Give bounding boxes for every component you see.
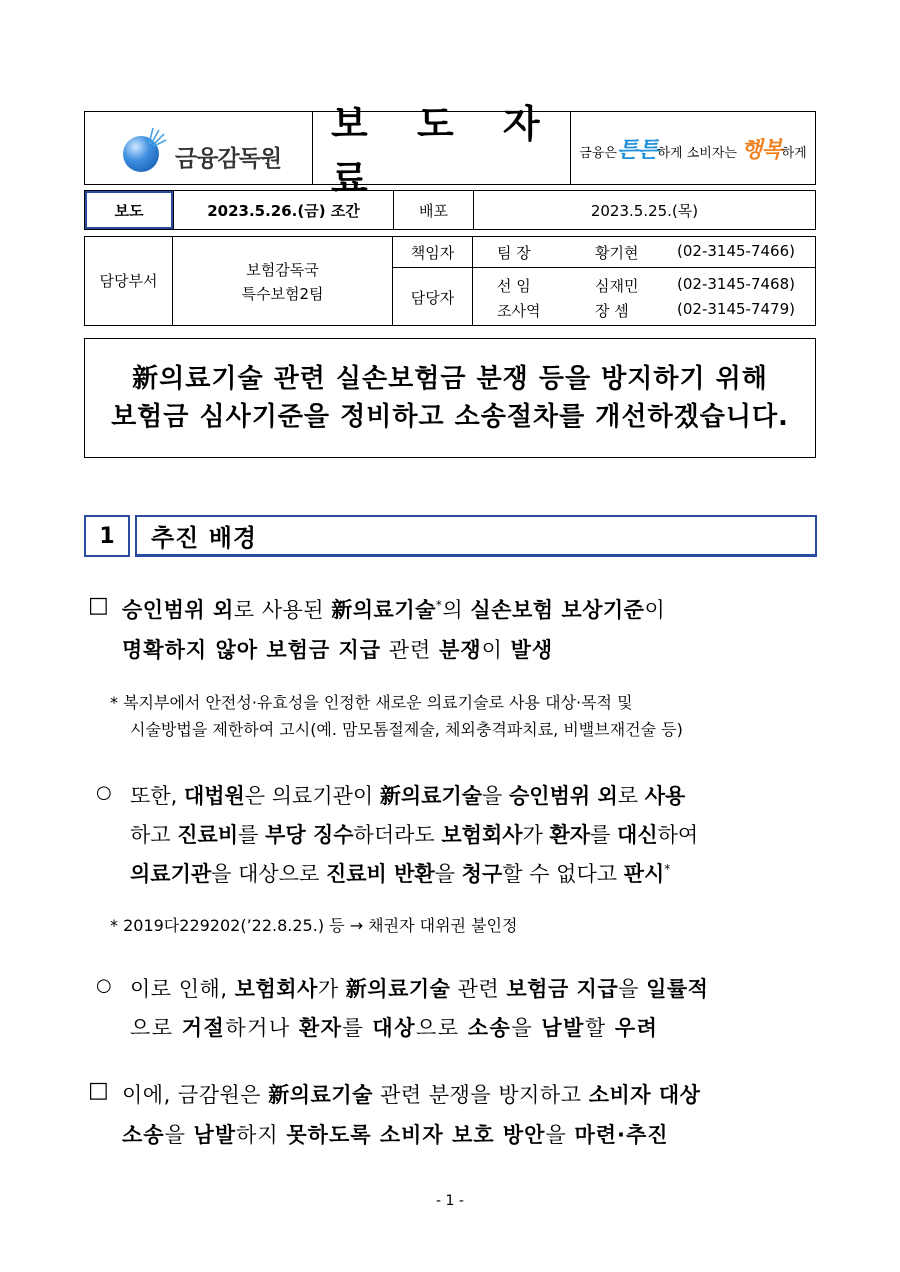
checkbox-bullet-icon: □	[88, 593, 109, 618]
section-number: 1	[84, 515, 130, 557]
paragraph-line: 이에, 금감원은 新의료기술 관련 분쟁을 방지하고 소비자 대상	[122, 1083, 701, 1107]
logo-rays-icon	[145, 126, 167, 148]
release-date-cell	[173, 191, 393, 229]
contact-phone: (02-3145-7466)	[677, 242, 795, 260]
contact-name: 황기현	[595, 244, 639, 262]
staff-label: 담당자	[410, 289, 455, 307]
distribution-date: 2023.5.25.(목)	[590, 201, 699, 220]
slogan-word1: 튼튼	[616, 137, 658, 163]
contact-title: 팀 장	[497, 244, 531, 262]
section-title: 추진 배경	[135, 515, 817, 557]
headline-line-2: 보험금 심사기준을 정비하고 소송절차를 개선하겠습니다.	[111, 402, 789, 432]
contact-title: 선 임	[497, 277, 531, 295]
contact-name: 심재민	[595, 277, 639, 295]
distribution-label-cell	[393, 191, 473, 229]
team-name: 특수보험2팀	[241, 285, 324, 303]
circle-bullet-icon: ○	[96, 782, 112, 803]
footnote-line: * 복지부에서 안전성·유효성을 인정한 새로운 의료기술로 사용 대상·목적 및	[110, 693, 633, 712]
paragraph-line: 또한, 대법원은 의료기관이 新의료기술을 승인범위 외로 사용	[130, 784, 686, 808]
manager-label: 책임자	[410, 244, 455, 262]
checkbox-bullet-icon: □	[88, 1078, 109, 1103]
slogan-part1: 금융은	[579, 145, 617, 161]
logo-cell	[85, 112, 313, 184]
release-label-cell	[85, 191, 173, 229]
slogan-part3: 하게	[781, 145, 807, 161]
contact-name: 장 셈	[595, 302, 629, 320]
dept-name: 보험감독국	[246, 261, 319, 279]
paragraph-line: 소송을 남발하지 못하도록 소비자 보호 방안을 마련·추진	[122, 1123, 669, 1147]
org-name: 금융감독원	[175, 146, 282, 172]
release-date: 2023.5.26.(금) 조간	[207, 201, 360, 220]
headline-box	[84, 338, 816, 458]
paragraph-line: 하고 진료비를 부당 징수하더라도 보험회사가 환자를 대신하여	[130, 823, 699, 847]
page-number: - 1 -	[436, 1193, 464, 1209]
release-label: 보도	[114, 201, 144, 220]
release-info-row	[84, 190, 816, 230]
contact-title: 조사역	[497, 302, 541, 320]
paragraph-line: 으로 거절하거나 환자를 대상으로 소송을 남발할 우려	[130, 1016, 659, 1040]
press-release-header	[84, 102, 816, 201]
title-cell	[313, 102, 571, 201]
slogan	[579, 133, 806, 164]
contact-phone: (02-3145-7479)	[677, 300, 795, 318]
contact-phone: (02-3145-7468)	[677, 275, 795, 293]
distribution-date-cell	[473, 191, 815, 229]
slogan-cell	[571, 112, 815, 184]
paragraph-line: 명확하지 않아 보험금 지급 관련 분쟁이 발생	[122, 638, 554, 662]
paragraph-line: 승인범위 외로 사용된 新의료기술*의 실손보험 보상기준이	[122, 598, 666, 622]
contact-table	[84, 236, 816, 326]
slogan-word2: 행복	[741, 137, 782, 163]
footnote-line: * 2019다229202(’22.8.25.) 등 → 채권자 대위권 불인정	[110, 916, 518, 935]
paragraph-line: 이로 인해, 보험회사가 新의료기술 관련 보험금 지급을 일률적	[130, 977, 709, 1001]
slogan-part2: 하게 소비자는	[657, 145, 737, 161]
circle-bullet-icon: ○	[96, 975, 112, 996]
paragraph-line: 의료기관을 대상으로 진료비 반환을 청구할 수 없다고 판시*	[130, 862, 671, 886]
dept-label: 담당부서	[99, 272, 158, 290]
distribution-label: 배포	[419, 201, 448, 220]
footnote-line: 시술방법을 제한하여 고시(예. 맘모톰절제술, 체외충격파치료, 비밸브재건술 등)	[130, 720, 683, 739]
page-title: 보 도 자 료	[331, 102, 558, 201]
headline-line-1: 新의료기술 관련 실손보험금 분쟁 등을 방지하기 위해	[132, 364, 768, 394]
